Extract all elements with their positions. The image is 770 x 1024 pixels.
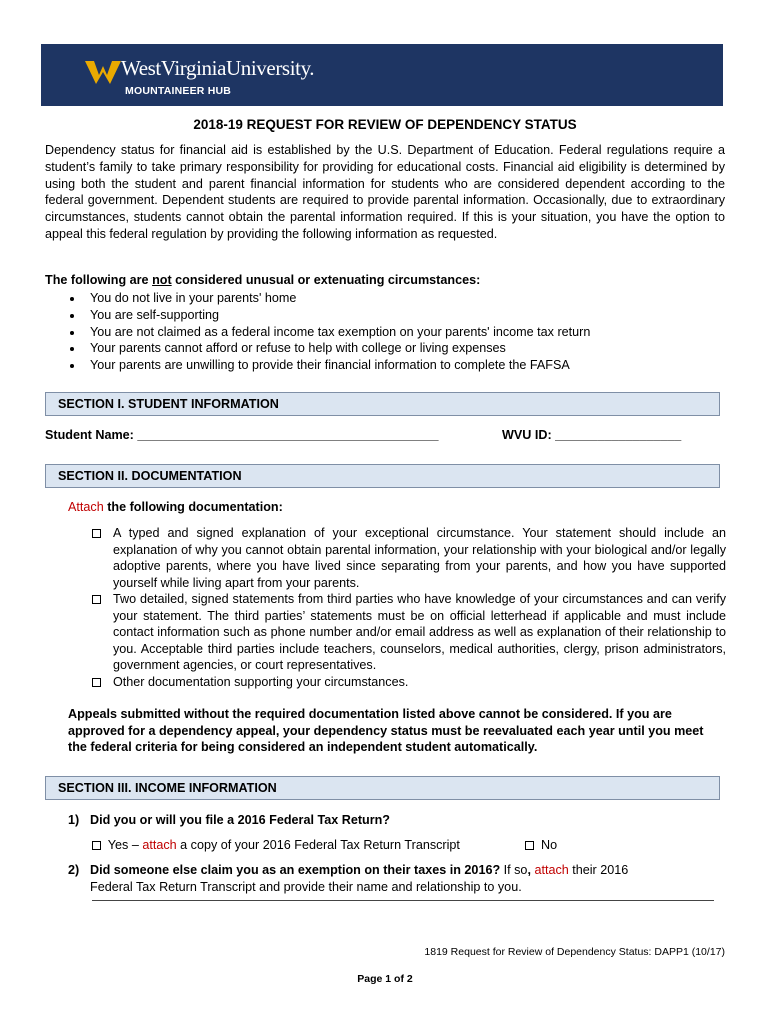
list-item: Other documentation supporting your circumstances. (92, 674, 726, 691)
checkbox[interactable] (92, 529, 101, 538)
checkbox[interactable] (92, 595, 101, 604)
question-1-options (92, 838, 460, 852)
section-3-header: SECTION III. INCOME INFORMATION (45, 776, 720, 800)
yes-checkbox[interactable] (92, 841, 101, 850)
list-item: Your parents are unwilling to provide their financial information to complete the FAFSA (68, 357, 590, 374)
intro-paragraph: Dependency status for financial aid is established by the U.S. Department of Education. Federal regulations require a student’s family to take primary responsibility for providing for educational costs. Financial aid eligibility is determined by using both the student and parent financial information for students who are considered dependent according to the federal government. Dependent students are required to provide parental information. Occasionally, due to extraordinary circumstances, students cannot obtain the parental information required. If this is your situation, you have the option to appeal this federal regulation by providing the following information as requested. (45, 143, 725, 241)
documentation-list (92, 525, 726, 690)
checkbox[interactable] (92, 678, 101, 687)
answer-line[interactable] (92, 900, 714, 901)
list-item: A typed and signed explanation of your exceptional circumstance. Your statement should include an explanation of why you cannot obtain parental information, your relationship with your biological and/or legally adoptive parents, where you have lived since separating from your parents, and how you have supported yourself while living apart from your parents. (92, 525, 726, 591)
documentation-warning: Appeals submitted without the required documentation listed above cannot be considered. If you are approved for a dependency appeal, your dependency status must be reevaluated each year until you meet the federal criteria for being considered an independent student automatically. (68, 707, 704, 754)
list-item: You are not claimed as a federal income tax exemption on your parents' income tax return (68, 324, 590, 341)
student-name-field[interactable]: Student Name: ___________________________________________ (45, 428, 439, 442)
no-option (525, 838, 557, 852)
page-title: 2018-19 REQUEST FOR REVIEW OF DEPENDENCY STATUS (193, 117, 577, 132)
circumstances-list (68, 290, 590, 374)
list-item: You are self-supporting (68, 307, 590, 324)
section-2-header: SECTION II. DOCUMENTATION (45, 464, 720, 488)
unit-name: MOUNTAINEER HUB (125, 85, 232, 97)
no-checkbox[interactable] (525, 841, 534, 850)
page-number: Page 1 of 2 (357, 973, 413, 985)
circumstances-heading: The following are not considered unusual or extenuating circumstances: (45, 273, 481, 287)
wvu-id-field[interactable]: WVU ID: __________________ (502, 428, 682, 442)
question-2: 2) Did someone else claim you as an exemption on their taxes in 2016? If so, attach their 2016 (68, 863, 629, 877)
form-id: 1819 Request for Review of Dependency Status: DAPP1 (10/17) (424, 946, 725, 958)
question-1: 1) Did you or will you file a 2016 Federal Tax Return? (68, 813, 390, 827)
university-name: WestVirginiaUniversity. (121, 56, 315, 80)
list-item: Your parents cannot afford or refuse to help with college or living expenses (68, 340, 590, 357)
wvu-logo-icon (85, 58, 121, 86)
section-1-header: SECTION I. STUDENT INFORMATION (45, 392, 720, 416)
attach-heading: Attach the following documentation: (68, 500, 283, 514)
list-item: You do not live in your parents' home (68, 290, 590, 307)
no-option-label: No (541, 838, 558, 852)
list-item: Two detailed, signed statements from third parties who have knowledge of your circumstances and can verify your statement. The third parties’ statements must be on official letterhead if applicable and must include contact information such as phone number and/or email address as well as explanation of their relationship to you. Acceptable third parties include teachers, counselors, medical authorities, clergy, prison administrators, government agencies, or court representatives. (92, 591, 726, 674)
question-2-line-2: Federal Tax Return Transcript and provide their name and relationship to you. (90, 880, 522, 894)
yes-option-label: Yes – attach a copy of your 2016 Federal Tax Return Transcript (107, 838, 460, 852)
header-banner (41, 44, 723, 106)
